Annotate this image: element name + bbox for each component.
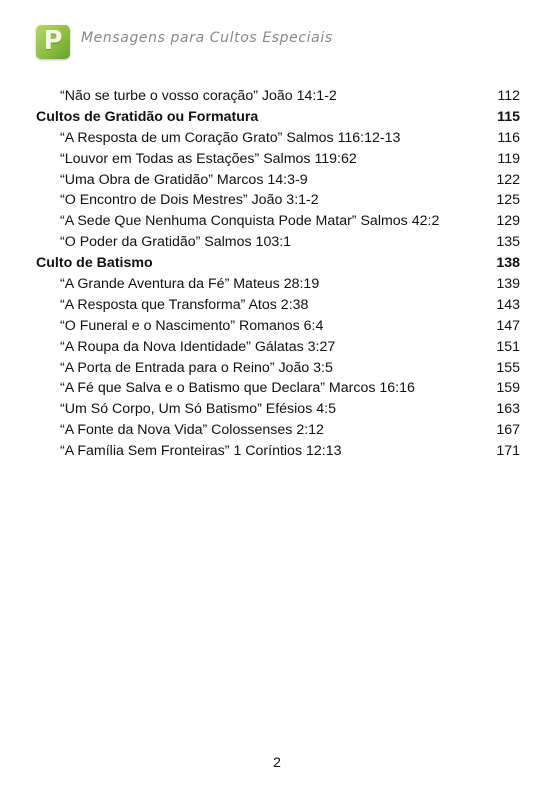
toc-entry-row <box>36 274 520 295</box>
toc-page-number: 171 <box>496 443 520 460</box>
toc-section-title: Cultos de Gratidão ou Formatura <box>36 108 259 125</box>
toc-page-number: 135 <box>496 234 520 251</box>
p-badge-icon <box>36 25 70 59</box>
toc-entry-title: “O Poder da Gratidão” Salmos 103:1 <box>60 234 292 251</box>
toc-entry-row <box>36 399 520 420</box>
toc-entry-row <box>36 149 520 170</box>
toc-section-row <box>36 107 520 128</box>
toc-entry-title: “Uma Obra de Gratidão” Marcos 14:3-9 <box>60 171 308 188</box>
toc-section-title: Culto de Batismo <box>36 255 153 272</box>
toc-entry-row <box>36 337 520 358</box>
toc-page-number: 119 <box>497 150 520 167</box>
logo-letter: P <box>43 26 63 56</box>
toc-entry-row <box>36 211 520 232</box>
toc-entry-title: “O Encontro de Dois Mestres” João 3:1-2 <box>60 192 319 209</box>
toc-page-number: 138 <box>496 255 520 272</box>
toc-entry-title: “A Porta de Entrada para o Reino” João 3:5 <box>60 359 333 376</box>
table-of-contents <box>36 86 520 462</box>
toc-page-number: 139 <box>496 276 520 293</box>
toc-entry-title: “A Fé que Salva e o Batismo que Declara” Marcos 16:16 <box>60 380 415 397</box>
toc-page-number: 143 <box>496 296 520 313</box>
page-header <box>36 22 333 62</box>
toc-entry-row <box>36 316 520 337</box>
toc-entry-title: “O Funeral e o Nascimento” Romanos 6:4 <box>60 317 324 334</box>
toc-page-number: 112 <box>497 88 520 104</box>
toc-entry-row <box>36 128 520 149</box>
toc-entry-title: “Não se turbe o vosso coração” João 14:1-2 <box>60 88 337 104</box>
toc-page-number: 167 <box>496 422 520 439</box>
toc-entry-title: “Louvor em Todas as Estações” Salmos 119:62 <box>60 150 357 167</box>
toc-entry-row <box>36 232 520 253</box>
toc-page-number: 163 <box>496 401 520 418</box>
toc-entry-row <box>36 420 520 441</box>
toc-entry-title: “A Roupa da Nova Identidade” Gálatas 3:27 <box>60 338 336 355</box>
header-title: Mensagens para Cultos Especiais <box>81 30 333 46</box>
toc-page-number: 115 <box>497 108 520 125</box>
toc-entry-row <box>36 358 520 379</box>
toc-entry-row <box>36 190 520 211</box>
toc-section-row <box>36 253 520 274</box>
toc-entry-row <box>36 441 520 462</box>
toc-entry-title: “Um Só Corpo, Um Só Batismo” Efésios 4:5 <box>60 401 336 418</box>
toc-entry-row <box>36 170 520 191</box>
toc-entry-title: “A Sede Que Nenhuma Conquista Pode Matar” Salmos 42:2 <box>60 213 440 230</box>
toc-entry-row <box>36 295 520 316</box>
toc-page-number: 125 <box>496 192 520 209</box>
toc-page-number: 151 <box>496 338 520 355</box>
toc-entry-title: “A Grande Aventura da Fé” Mateus 28:19 <box>60 276 320 293</box>
toc-page-number: 155 <box>496 359 520 376</box>
page-number: 2 <box>273 754 281 770</box>
toc-entry-row <box>36 378 520 399</box>
toc-page-number: 147 <box>496 317 520 334</box>
toc-page-number: 129 <box>496 213 520 230</box>
toc-entry-title: “A Fonte da Nova Vida” Colossenses 2:12 <box>60 422 324 439</box>
toc-entry-row <box>36 86 520 107</box>
toc-page-number: 159 <box>496 380 520 397</box>
toc-page-number: 122 <box>496 171 520 188</box>
toc-entry-title: “A Família Sem Fronteiras” 1 Coríntios 12:13 <box>60 443 342 460</box>
toc-entry-title: “A Resposta que Transforma” Atos 2:38 <box>60 296 309 313</box>
toc-page-number: 116 <box>497 129 520 146</box>
toc-entry-title: “A Resposta de um Coração Grato” Salmos 116:12-13 <box>60 129 401 146</box>
